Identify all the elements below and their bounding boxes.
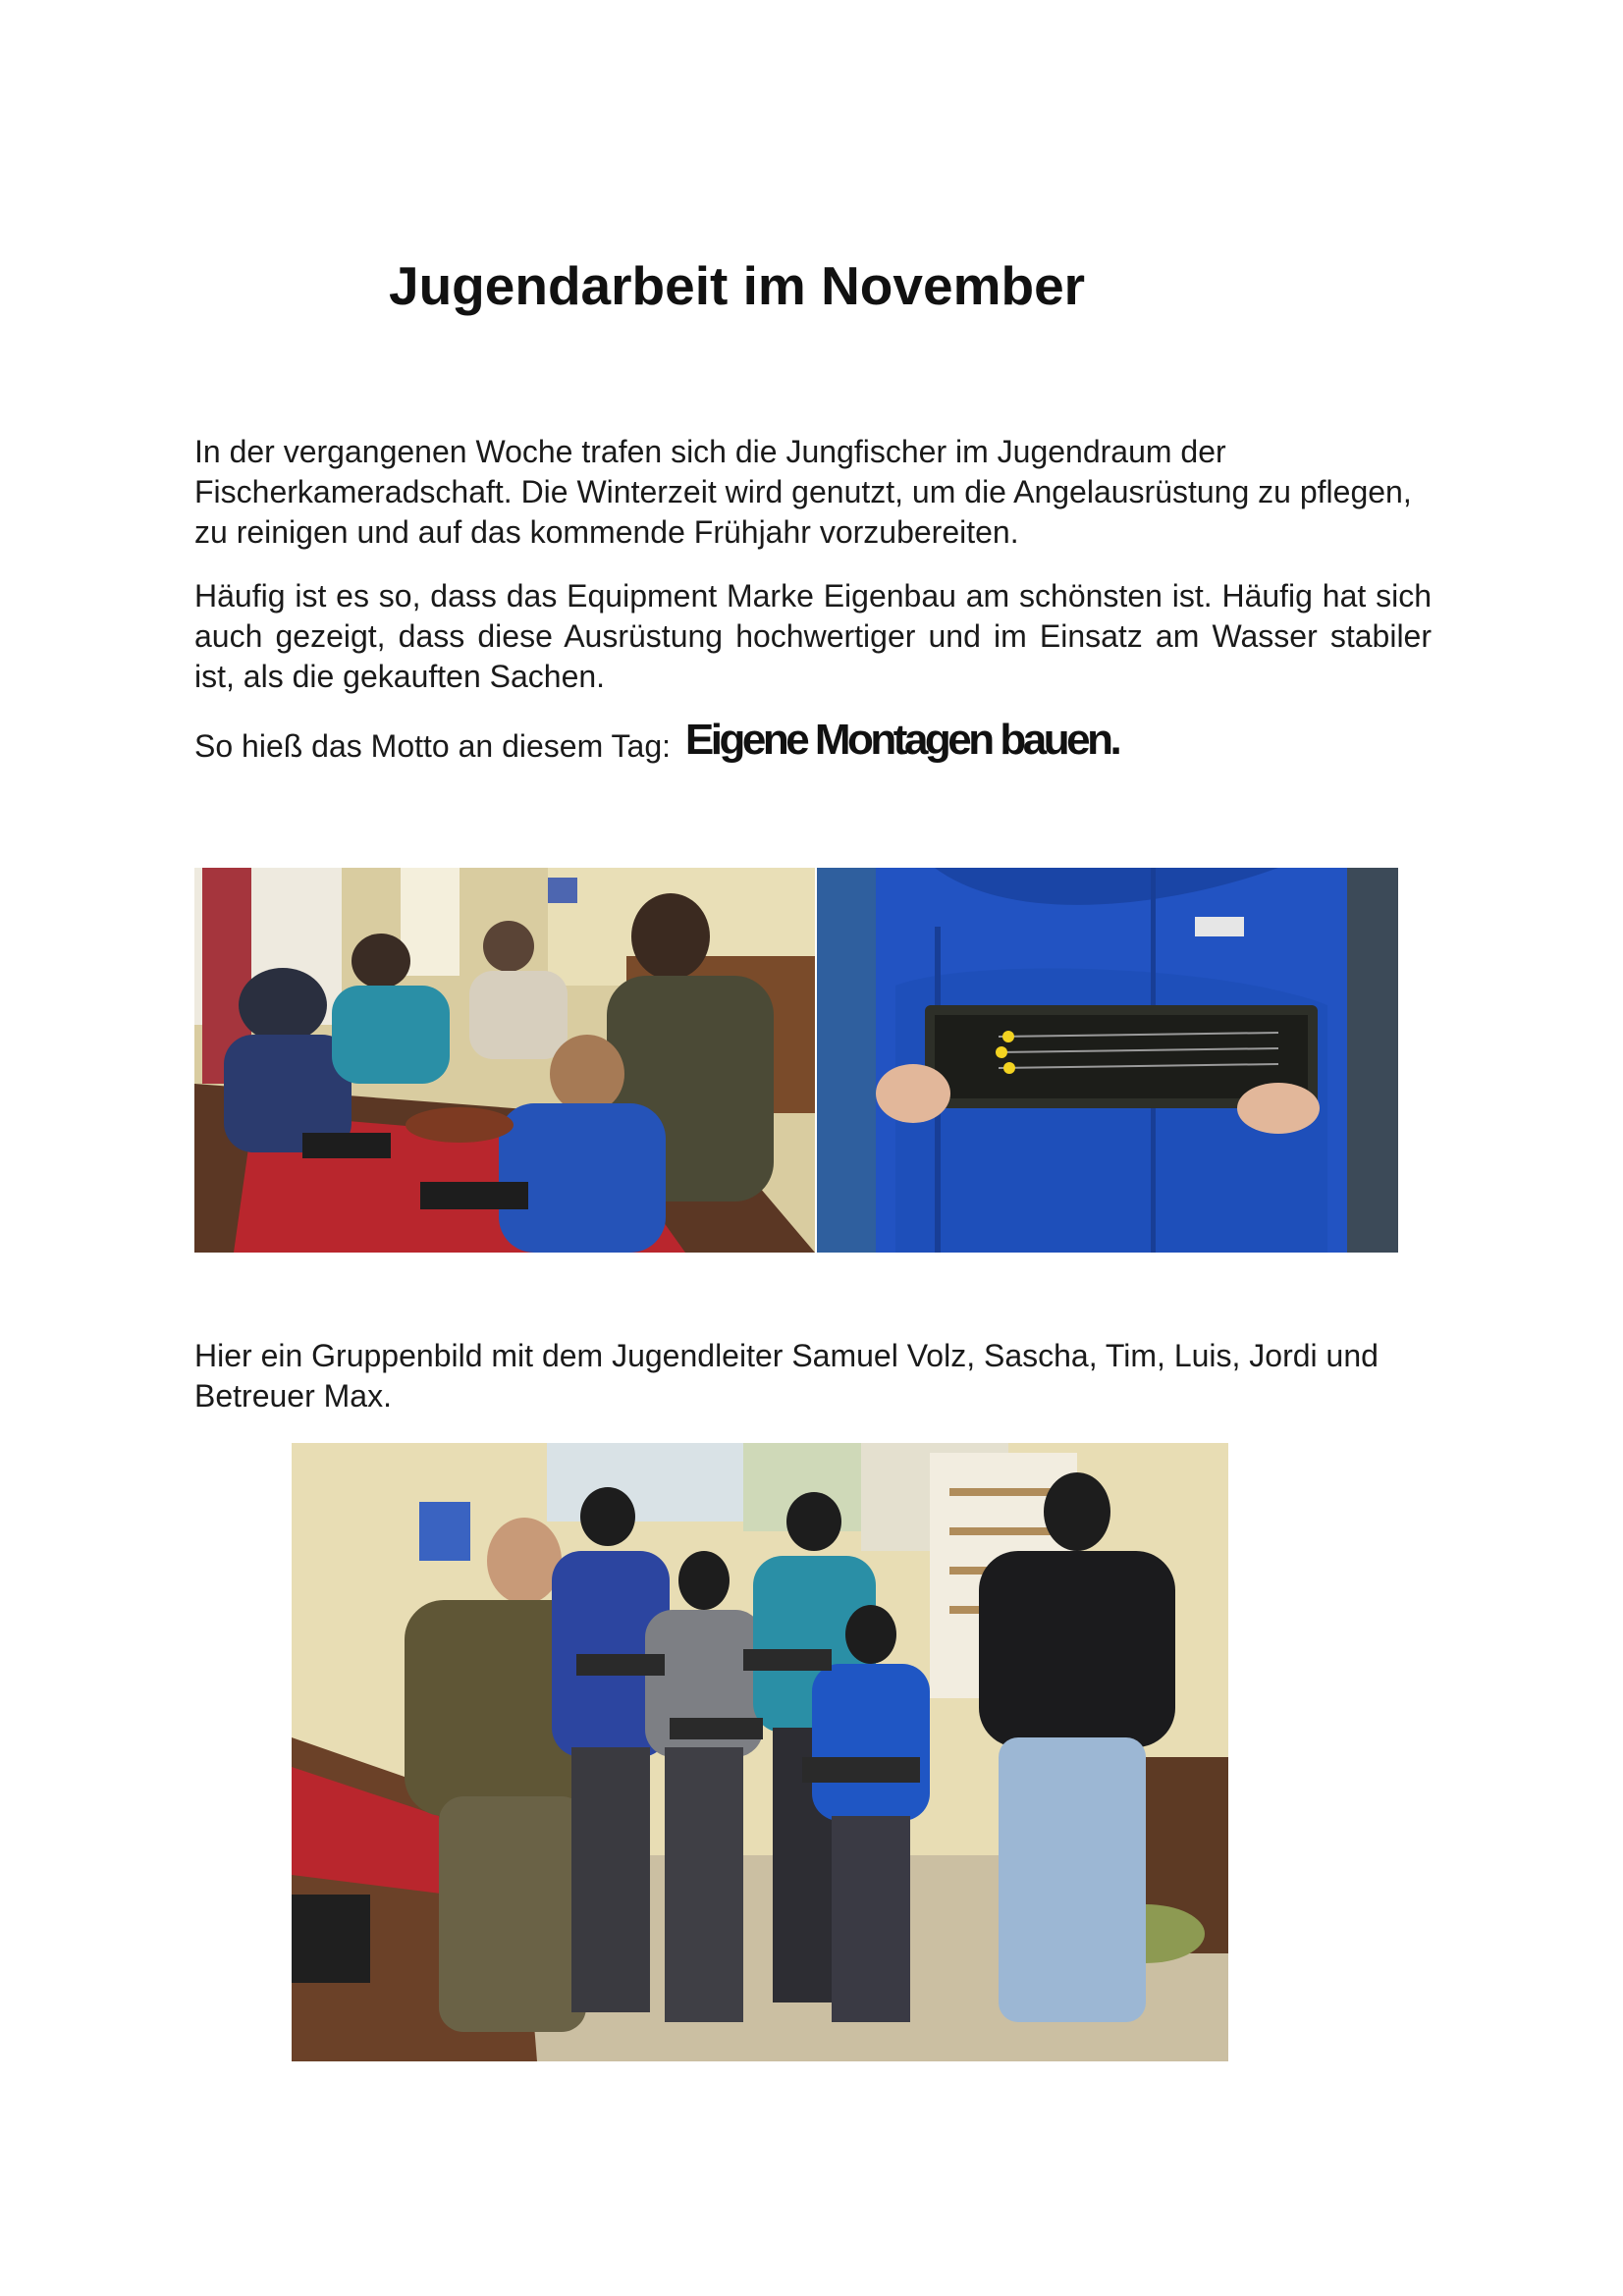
photo-rig-box-closeup [817, 868, 1398, 1253]
photo-rig-box-closeup-image [817, 868, 1398, 1253]
paragraph-group-caption: Hier ein Gruppenbild mit dem Jugendleiter Samuel Volz, Sascha, Tim, Luis, Jordi und Betreuer Max. [194, 1338, 1379, 1414]
paragraph-motto [194, 716, 1432, 767]
photo-workshop-table [194, 868, 815, 1253]
photo-group [292, 1443, 1228, 2061]
photo-workshop-table-image [194, 868, 815, 1253]
paragraph-equipment: Häufig ist es so, dass das Equipment Marke Eigenbau am schönsten ist. Häufig hat sich auch gezeigt, dass diese Ausrüstung hochwertiger und im Einsatz am Wasser stabiler ist, als die gekauften Sachen. [194, 578, 1432, 694]
paragraph-intro: In der vergangenen Woche trafen sich die Jungfischer im Jugendraum der Fischerkameradschaft. Die Winterzeit wird genutzt, um die Angelausrüstung zu pflegen, zu reinigen und auf das kommende Frühjahr vorzubereiten. [194, 434, 1412, 550]
page-title: Jugendarbeit im November [389, 255, 1086, 316]
photo-group-image [292, 1443, 1228, 2061]
motto-emphasis: Eigene Montagen bauen. [684, 716, 1119, 764]
motto-intro: So hieß das Motto an diesem Tag: [194, 728, 672, 764]
